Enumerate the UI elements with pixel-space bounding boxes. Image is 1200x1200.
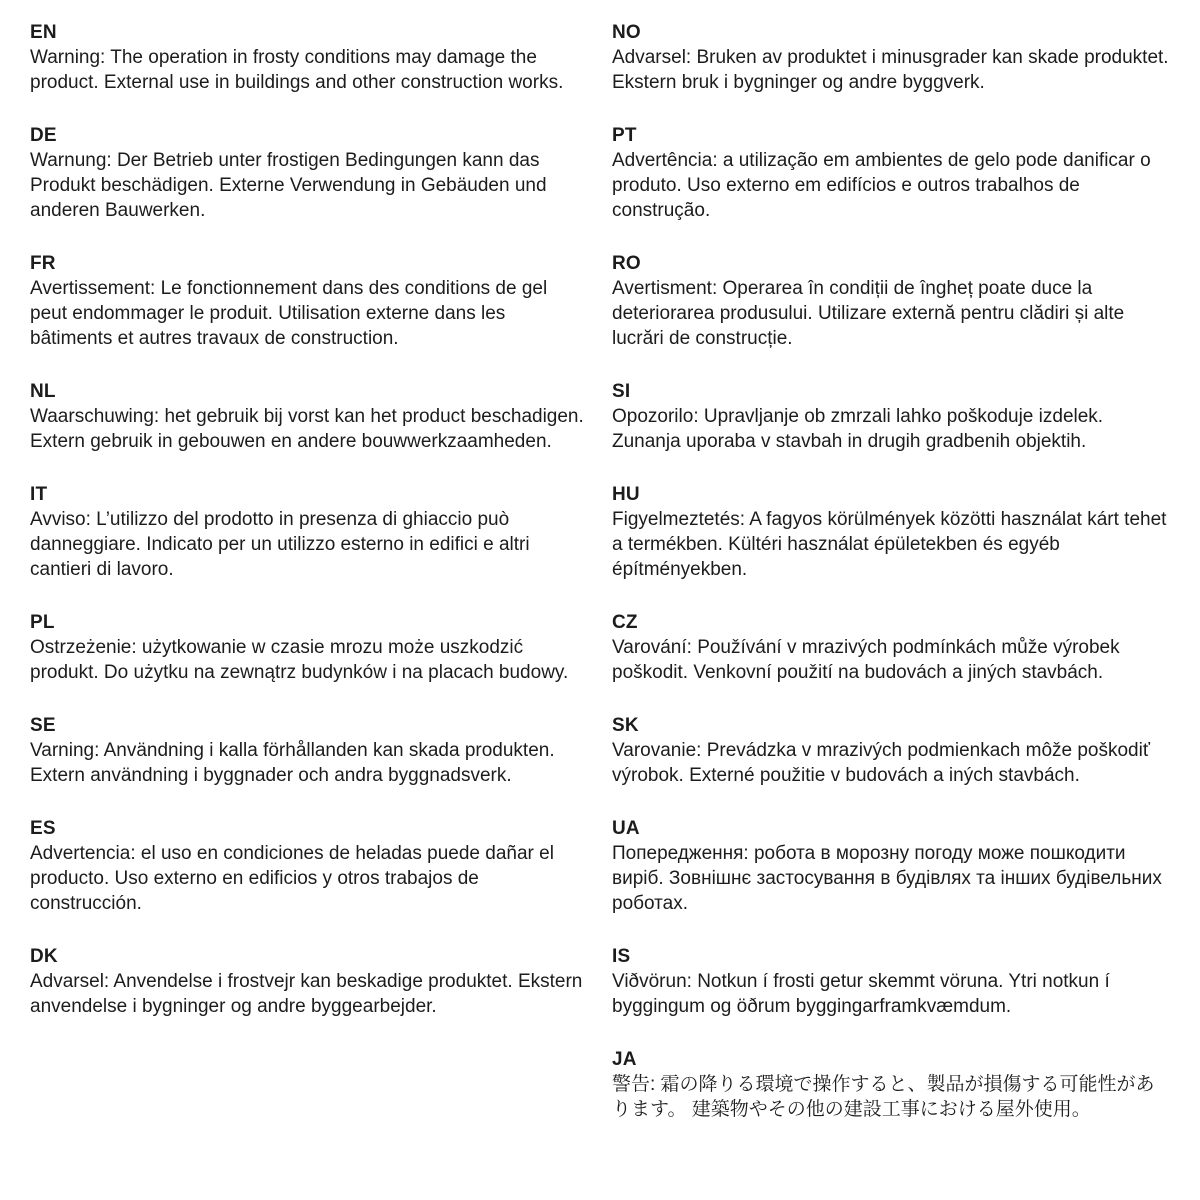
warning-text-fr: Avertissement: Le fonctionnement dans des conditions de gel peut endommager le produit. Utilisation externe dans les bâtiments et autres travaux de construction. bbox=[30, 278, 548, 349]
lang-code-no: NO bbox=[612, 22, 641, 43]
warning-text-de: Warnung: Der Betrieb unter frostigen Bedingungen kann das Produkt beschädigen. Externe Verwendung in Gebäuden und anderen Bauwerken. bbox=[30, 150, 547, 221]
lang-section-dk bbox=[30, 944, 588, 1019]
lang-section-pt bbox=[612, 123, 1170, 223]
lang-section-sk bbox=[612, 713, 1170, 788]
lang-section-se bbox=[30, 713, 588, 788]
lang-code-fr: FR bbox=[30, 253, 56, 274]
warning-text-pt: Advertência: a utilização em ambientes de gelo pode danificar o produto. Uso externo em edifícios e outros trabalhos de construção. bbox=[612, 150, 1151, 221]
lang-section-it bbox=[30, 482, 588, 582]
lang-code-cz: CZ bbox=[612, 612, 638, 633]
warning-text-nl: Waarschuwing: het gebruik bij vorst kan het product beschadigen. Extern gebruik in gebouwen en andere bouwwerkzaamheden. bbox=[30, 406, 584, 452]
warning-text-is: Viðvörun: Notkun í frosti getur skemmt vöruna. Ytri notkun í byggingum og öðrum byggingarframkvæmdum. bbox=[612, 971, 1110, 1017]
lang-section-en bbox=[30, 20, 588, 95]
lang-section-si bbox=[612, 379, 1170, 454]
lang-code-hu: HU bbox=[612, 484, 640, 505]
lang-code-sk: SK bbox=[612, 715, 639, 736]
lang-code-de: DE bbox=[30, 125, 57, 146]
lang-section-ro bbox=[612, 251, 1170, 351]
lang-section-ua bbox=[612, 816, 1170, 916]
warning-text-es: Advertencia: el uso en condiciones de heladas puede dañar el producto. Uso externo en edificios y otros trabajos de construcción. bbox=[30, 843, 554, 914]
lang-section-nl bbox=[30, 379, 588, 454]
warning-text-se: Varning: Användning i kalla förhållanden kan skada produkten. Extern användning i byggnader och andra byggnadsverk. bbox=[30, 740, 555, 786]
right-column bbox=[612, 20, 1170, 1180]
warning-text-ja: 警告: 霜の降りる環境で操作すると、製品が損傷する可能性があります。 建築物やその他の建設工事における屋外使用。 bbox=[612, 1074, 1155, 1120]
warning-text-dk: Advarsel: Anvendelse i frostvejr kan beskadige produktet. Ekstern anvendelse i bygninger og andre byggearbejder. bbox=[30, 971, 583, 1017]
lang-code-dk: DK bbox=[30, 946, 58, 967]
lang-section-de bbox=[30, 123, 588, 223]
warning-text-ua: Попередження: робота в морозну погоду може пошкодити виріб. Зовнішнє застосування в будівлях та інших будівельних роботах. bbox=[612, 843, 1162, 914]
lang-code-it: IT bbox=[30, 484, 48, 505]
lang-code-pl: PL bbox=[30, 612, 55, 633]
warning-text-hu: Figyelmeztetés: A fagyos körülmények közötti használat kárt tehet a termékben. Kültéri használat épületekben és egyéb építményekben. bbox=[612, 509, 1167, 580]
lang-section-cz bbox=[612, 610, 1170, 685]
warning-text-en: Warning: The operation in frosty conditions may damage the product. External use in buildings and other construction works. bbox=[30, 47, 564, 93]
lang-section-no bbox=[612, 20, 1170, 95]
lang-code-si: SI bbox=[612, 381, 631, 402]
lang-section-fr bbox=[30, 251, 588, 351]
lang-code-is: IS bbox=[612, 946, 631, 967]
lang-code-ja: JA bbox=[612, 1049, 637, 1070]
warning-text-no: Advarsel: Bruken av produktet i minusgrader kan skade produktet. Ekstern bruk i bygninger og andre byggverk. bbox=[612, 47, 1169, 93]
warning-text-si: Opozorilo: Upravljanje ob zmrzali lahko poškoduje izdelek. Zunanja uporaba v stavbah in drugih gradbenih objektih. bbox=[612, 406, 1104, 452]
lang-code-ua: UA bbox=[612, 818, 640, 839]
lang-code-ro: RO bbox=[612, 253, 641, 274]
lang-section-es bbox=[30, 816, 588, 916]
warning-text-pl: Ostrzeżenie: użytkowanie w czasie mrozu może uszkodzić produkt. Do użytku na zewnątrz budynków i na placach budowy. bbox=[30, 637, 569, 683]
left-column bbox=[30, 20, 588, 1180]
lang-code-es: ES bbox=[30, 818, 56, 839]
lang-section-ja bbox=[612, 1047, 1170, 1122]
lang-section-is bbox=[612, 944, 1170, 1019]
warning-text-it: Avviso: L’utilizzo del prodotto in presenza di ghiaccio può danneggiare. Indicato per un utilizzo esterno in edifici e altri cantieri di lavoro. bbox=[30, 509, 530, 580]
lang-code-nl: NL bbox=[30, 381, 56, 402]
lang-code-pt: PT bbox=[612, 125, 637, 146]
warning-text-sk: Varovanie: Prevádzka v mrazivých podmienkach môže poškodiť výrobok. Externé použitie v budovách a iných stavbách. bbox=[612, 740, 1150, 786]
lang-section-hu bbox=[612, 482, 1170, 582]
warning-text-ro: Avertisment: Operarea în condiții de îngheț poate duce la deteriorarea produsului. Utilizare externă pentru clădiri și alte lucrări de construcție. bbox=[612, 278, 1125, 349]
lang-section-pl bbox=[30, 610, 588, 685]
warning-text-cz: Varování: Používání v mrazivých podmínkách může výrobek poškodit. Venkovní použití na budovách a jiných stavbách. bbox=[612, 637, 1120, 683]
lang-code-en: EN bbox=[30, 22, 57, 43]
lang-code-se: SE bbox=[30, 715, 56, 736]
